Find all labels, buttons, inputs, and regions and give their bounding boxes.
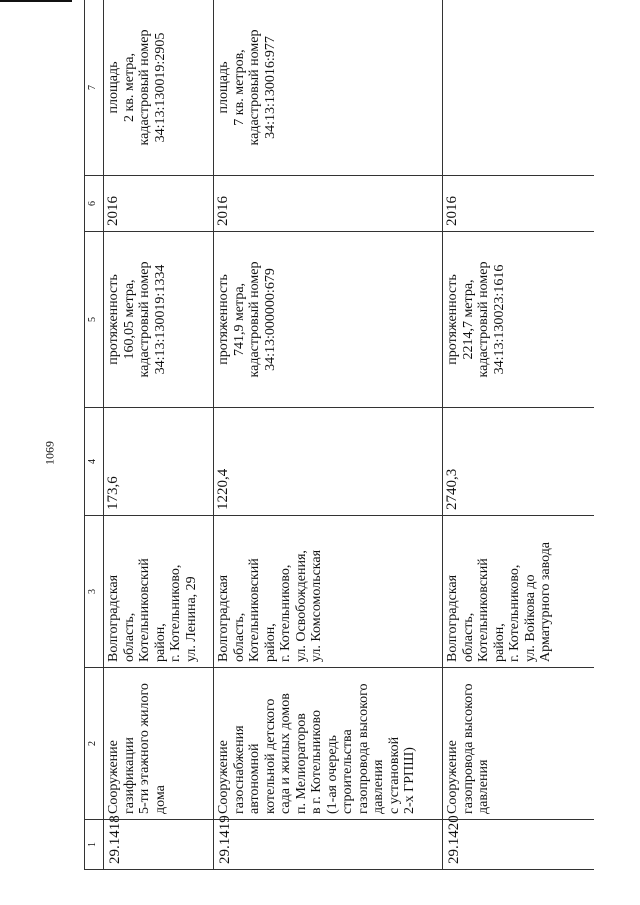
characteristics-line: 2214,7 метра, bbox=[460, 279, 476, 360]
land-line: 7 кв. метров, bbox=[231, 49, 247, 126]
object-name-line: 2-х ГРПШ) bbox=[402, 747, 417, 814]
year-cell: 2016 bbox=[443, 176, 595, 232]
column-header: 7 bbox=[85, 0, 104, 176]
object-name-line: строительства bbox=[340, 729, 355, 814]
column-header: 3 bbox=[85, 516, 104, 668]
object-name-line: давления bbox=[371, 759, 386, 814]
address-line: район, bbox=[152, 623, 168, 662]
object-name-line: давления bbox=[476, 759, 491, 814]
column-number-row bbox=[85, 0, 104, 870]
land-cell bbox=[214, 0, 443, 176]
address-line: ул. Войкова до bbox=[522, 574, 538, 662]
object-address bbox=[214, 516, 443, 668]
characteristics-line: 34:13:130019:1334 bbox=[152, 264, 168, 375]
property-table bbox=[84, 0, 594, 870]
object-name-line: с установкой bbox=[386, 736, 402, 814]
object-name-line: дома bbox=[152, 785, 168, 814]
row-id: 29.1420 bbox=[443, 820, 595, 870]
address-line: ул. Освобождения, bbox=[293, 550, 309, 662]
object-name-line: Сооружение bbox=[106, 740, 121, 814]
characteristics-line: 34:13:000000:679 bbox=[262, 268, 278, 371]
table-row bbox=[443, 0, 595, 870]
characteristics-line: 34:13:130023:1616 bbox=[491, 264, 507, 375]
value-cell: 1220,4 bbox=[214, 408, 443, 516]
address-line: г. Котельниково, bbox=[278, 564, 293, 662]
address-line: Волгоградская bbox=[216, 574, 231, 662]
address-line: Волгоградская bbox=[445, 574, 460, 662]
row-id: 29.1418 bbox=[104, 820, 214, 870]
column-header: 1 bbox=[85, 820, 104, 870]
object-name-line: газопровода высокого bbox=[460, 683, 476, 814]
characteristics-line: кадастровый номер bbox=[137, 261, 152, 378]
characteristics-cell bbox=[104, 232, 214, 408]
address-line: Котельниковский bbox=[476, 558, 491, 662]
address-line: район, bbox=[491, 623, 507, 662]
land-line: кадастровый номер bbox=[247, 29, 262, 146]
address-line: Котельниковский bbox=[137, 558, 152, 662]
land-line: 34:13:130016:977 bbox=[262, 36, 278, 139]
address-line: г. Котельниково, bbox=[168, 564, 183, 662]
value-cell: 2740,3 bbox=[443, 408, 595, 516]
land-line: кадастровый номер bbox=[137, 29, 152, 146]
characteristics-line: протяженность bbox=[216, 274, 231, 365]
object-name-line: в г. Котельниково bbox=[309, 709, 324, 814]
page-number: 1069 bbox=[42, 441, 57, 465]
table-row bbox=[104, 0, 214, 870]
object-name-line: газоснабжения bbox=[231, 725, 247, 814]
address-line: область, bbox=[231, 612, 247, 662]
address-line: Арматурного завода bbox=[538, 541, 553, 662]
object-address bbox=[104, 516, 214, 668]
object-name-line: (1-ая очередь bbox=[324, 735, 340, 814]
address-line: г. Котельниково, bbox=[507, 564, 522, 662]
object-name bbox=[443, 668, 595, 820]
column-header: 5 bbox=[85, 232, 104, 408]
address-line: область, bbox=[121, 612, 137, 662]
address-line: область, bbox=[460, 612, 476, 662]
year-cell: 2016 bbox=[104, 176, 214, 232]
address-line: Волгоградская bbox=[106, 574, 121, 662]
land-line: 2 кв. метра, bbox=[121, 53, 137, 122]
value-cell: 173,6 bbox=[104, 408, 214, 516]
column-header: 6 bbox=[85, 176, 104, 232]
table-row bbox=[214, 0, 443, 870]
object-name bbox=[214, 668, 443, 820]
column-header: 4 bbox=[85, 408, 104, 516]
land-cell bbox=[443, 0, 595, 176]
top-rule bbox=[0, 0, 72, 2]
characteristics-line: кадастровый номер bbox=[247, 261, 262, 378]
object-name-line: п. Мелиораторов bbox=[293, 713, 309, 814]
object-name-line: автономной bbox=[247, 743, 262, 814]
land-line: площадь bbox=[216, 61, 231, 114]
year-cell: 2016 bbox=[214, 176, 443, 232]
characteristics-line: кадастровый номер bbox=[476, 261, 491, 378]
object-name-line: 5-ти этажного жилого bbox=[137, 683, 152, 814]
row-id: 29.1419 bbox=[214, 820, 443, 870]
object-name-line: Сооружение bbox=[445, 740, 460, 814]
rotated-page bbox=[84, 0, 614, 870]
address-line: ул. Комсомольская bbox=[309, 549, 324, 662]
object-name-line: сада и жилых домов bbox=[278, 693, 293, 814]
object-name-line: Сооружение bbox=[216, 740, 231, 814]
land-line: площадь bbox=[106, 61, 121, 114]
object-name bbox=[104, 668, 214, 820]
characteristics-cell bbox=[443, 232, 595, 408]
object-address bbox=[443, 516, 595, 668]
object-name-line: котельной детского bbox=[262, 698, 278, 814]
object-name-line: газопровода высокого bbox=[355, 683, 371, 814]
column-header: 2 bbox=[85, 668, 104, 820]
characteristics-cell bbox=[214, 232, 443, 408]
land-cell bbox=[104, 0, 214, 176]
address-line: Котельниковский bbox=[247, 558, 262, 662]
characteristics-line: протяженность bbox=[445, 274, 460, 365]
characteristics-line: 741,9 метра, bbox=[231, 282, 247, 357]
land-line: 34:13:130019:2905 bbox=[152, 32, 168, 143]
characteristics-line: 160,05 метра, bbox=[121, 279, 137, 360]
object-name-line: газификации bbox=[121, 737, 137, 814]
address-line: ул. Ленина, 29 bbox=[183, 576, 199, 662]
address-line: район, bbox=[262, 623, 278, 662]
characteristics-line: протяженность bbox=[106, 274, 121, 365]
